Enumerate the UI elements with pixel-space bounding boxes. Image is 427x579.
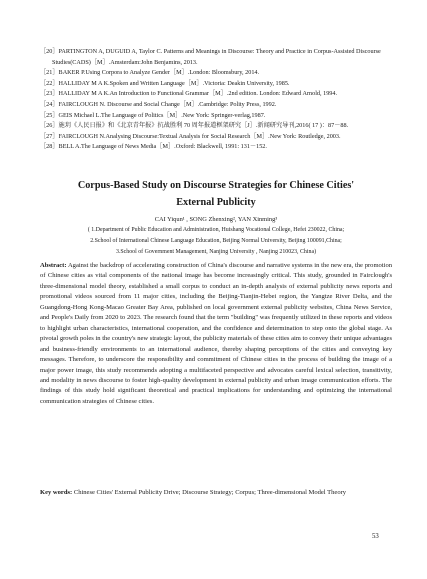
reference-item: ［28］BELL A.The Language of News Media［M］.Oxford: Blackwell, 1991: 131－152.	[40, 143, 267, 151]
reference-list	[40, 47, 392, 153]
affiliation-item: 2.School of International Chinese Language Education, Beijing Normal University, Beijing 100091,China;	[90, 238, 342, 245]
affiliation-item: 3.School of Government Management, Nanjing University , Nanjing 210023, China)	[115, 249, 317, 256]
affiliation-item: ( 1.Department of Public Education and Administration, Huishang Vocational College, Hefei 230022, China;	[87, 227, 345, 233]
reference-item: ［22］HALLIDAY M A K.Spoken and Written Language［M］.Victoria: Deakin University, 1985.	[40, 79, 290, 87]
abstract-text: Against the backdrop of accelerating construction of China's discourse and narrative systems in the new era, the promotion of Chinese cities as vital components of the national image has become increasingly critical. This study, grounded in Fairclough's three-dimensional model theory, established a small corpus to conduct an in-depth analysis of external publicity news reports and promotional videos sourced from 11 major cities, including the Beijing-Tianjin-Hebei region, the Yangtze River Delta, and the Guangdong-Hong Kong-Macao Greater Bay Area, published on local government external publicity websites, China News Service, and People's Daily from 2020 to 2023. The research found that the term "building" was frequently utilized in these reports and videos to highlight urban characteristics, international cooperation, and the confidence and determination to step onto the global stage. As pivotal growth poles in the country's new strategic layout, the publicity materials of these cities aim to convey their unique advantages and business-friendly environments to an international audience, thereby shaping perceptions of the cities and conveying key messages. Therefore, to underscore the responsibility and commitment of Chinese cities in the process of building the image of a major power image, this study recommends adopting a multifaceted perspective and advocates careful lexical selection, transitivity, and modality in news discourse to foster high-quality development in external publicity and urban image communication efforts. The findings of this study hold significant theoretical and practical implications for understanding and optimizing the international communication strategies of Chinese cities.	[40, 262, 392, 405]
reference-item: ［27］FAIRCLOUGH N.Analysing Discourse:Textual Analysis for Social Research［M］.New York: Routledge, 2003.	[40, 132, 341, 140]
reference-item: ［23］HALLIDAY M A K.An Introduction to Functional Grammar［M］.2nd edition. London: Edward Arnold, 1994.	[40, 90, 338, 98]
affiliation-list	[40, 225, 392, 259]
abstract-label: Abstract:	[40, 262, 67, 269]
paper-title	[40, 177, 392, 211]
reference-item: ［21］BAKER P.Using Corpora to Analyze Gender［M］.London: Bloomsbury, 2014.	[40, 69, 260, 77]
reference-item: ［24］FAIRCLOUGH N. Discourse and Social Change［M］.Cambridge: Polity Press, 1992.	[40, 100, 277, 108]
keywords	[40, 488, 392, 499]
reference-item: ［26］施玥《人民日报》和《北京青年报》抗战胜利 70 周年报道框架研究［J］.新闻研究导刊,2016( 17 )：87－88.	[40, 122, 349, 130]
keywords-text: Chinese Cities' External Publicity Drive; Discourse Strategy; Corpus; Three-dimensional Model Theory	[73, 489, 347, 496]
author-list: CAI Yiqun¹ , SONG Zhenxing², YAN Xinming³	[154, 216, 278, 223]
paper-title-line: Corpus-Based Study on Discourse Strategies for Chinese Cities'	[77, 180, 355, 191]
paper-title-line: External Publicity	[176, 197, 256, 208]
keywords-label: Key words:	[40, 489, 73, 496]
page-number: 53	[372, 533, 379, 540]
reference-item: ［20］PARTINGTON A, DUGUID A, Taylor C. Patterns and Meanings in Discourse: Theory and Practice in Corpus-Assisted Discourse Studies(CADS)［M］.Amsterdam:John Benjamins, 2013.	[40, 48, 381, 66]
reference-item: ［25］GEIS Michael L.The Language of Politics［M］.New York: Springer-verlag,1987.	[40, 111, 266, 119]
abstract	[40, 261, 392, 407]
